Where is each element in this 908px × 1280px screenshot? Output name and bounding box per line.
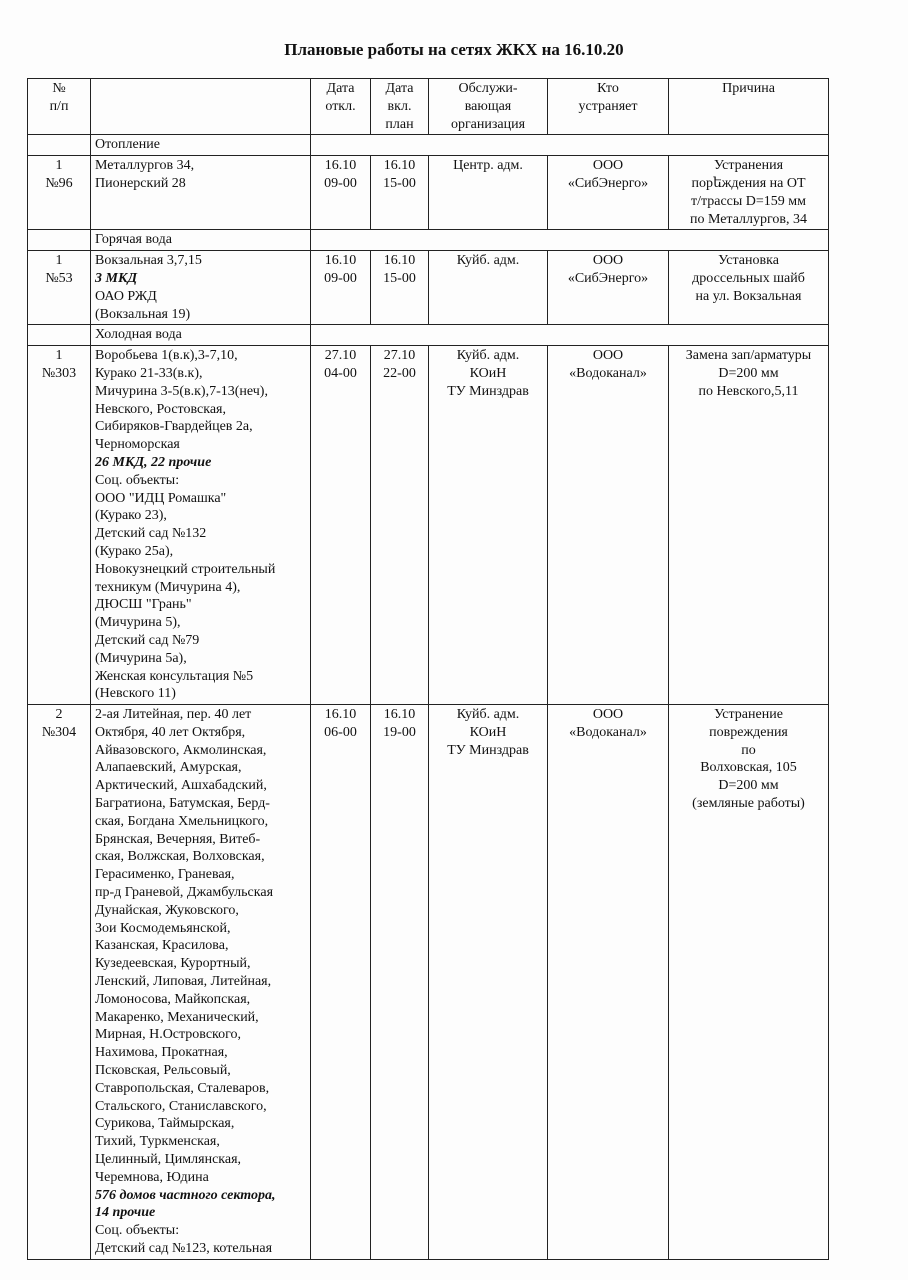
address-line: (Мичурина 5), [95,615,181,631]
address-line: (Вокзальная 19) [95,306,191,322]
cell-line: 16.10 [324,158,357,174]
section-title: Горячая вода [91,230,311,251]
address-line: ская, Богдана Хмельницкого, [95,813,269,829]
address-line: 26 МКД, 22 прочие [95,454,212,470]
cell-line: 2 [55,707,63,723]
cell-num [28,251,91,325]
address-line: Тихий, Туркменская, [95,1134,220,1150]
cell-num [28,156,91,230]
cell-line: по Металлургов, 34 [689,211,808,227]
cell-line: по Невского,5,11 [698,383,799,399]
cell-line: №53 [45,270,73,286]
cell-line: 06-00 [324,724,357,740]
address-line: Вокзальная 3,7,15 [95,253,202,269]
section-empty-cell [28,135,91,156]
cell-line: Куйб. адм. [456,253,520,269]
address-line: Багратиона, Батумская, Берд- [95,796,270,812]
section-row [28,230,829,251]
cell-line: Центр. адм. [453,158,523,174]
cell-address [91,346,311,705]
table-row [28,251,829,325]
address-line: Курако 21-33(в.к), [95,365,203,381]
address-line: Ленский, Липовая, Литейная, [95,974,272,990]
cell-line: Куйб. адм. [456,707,520,723]
cell-line: ООО [592,348,624,364]
address-line: 3 МКД [95,270,138,286]
cell-line: 15-00 [383,270,416,286]
header-address [91,79,311,135]
cell-line: ТУ Минздрав [447,383,529,399]
cell-date-off [311,346,371,705]
address-line: Детский сад №123, котельная [95,1241,273,1256]
address-line: Алапаевский, Амурская, [95,760,242,776]
section-rest-cell [311,230,829,251]
cell-line: повреждения [709,724,788,740]
address-line: 14 прочие [95,1205,156,1221]
address-line: Ставропольская, Сталеваров, [95,1080,270,1096]
address-line: ДЮСШ "Грань" [95,597,192,613]
cell-fixer [548,705,669,1260]
section-title: Холодная вода [91,325,311,346]
cell-fixer [548,156,669,230]
cell-line: 19-00 [383,724,416,740]
address-line: Брянская, Вечерняя, Витеб- [95,831,261,847]
cell-line: Волховская, 105 [700,760,797,776]
address-line: пр-д Граневой, Джамбульская [95,885,274,901]
cell-line: 16.10 [383,158,416,174]
header-org: Обслужи- вающая организация [429,79,548,135]
cell-line: 16.10 [324,253,357,269]
address-line: Детский сад №132 [95,526,207,542]
section-rest-cell [311,325,829,346]
address-line: Айвазовского, Акмолинская, [95,742,267,758]
cell-date-off [311,251,371,325]
cell-line: по [741,742,756,758]
cell-line: дроссельных шайб [692,270,805,286]
section-row [28,325,829,346]
cell-reason [669,346,829,705]
address-line: Мирная, Н.Островского, [95,1027,242,1043]
address-line: Невского, Ростовская, [95,401,226,417]
cell-num [28,346,91,705]
cell-line: 16.10 [324,707,357,723]
cell-line: ТУ Минздрав [447,742,529,758]
address-line: (Мичурина 5а), [95,650,187,666]
header-num: № п/п [28,79,91,135]
cell-line: 04-00 [324,365,357,381]
section-empty-cell [28,230,91,251]
table-row [28,346,829,705]
address-line: (Курако 23), [95,508,167,524]
cell-line: D=200 мм [718,365,779,381]
cell-line: (земляные работы) [692,796,805,812]
address-line: Дунайская, Жуковского, [95,902,239,918]
cell-line: Устранения [713,158,784,174]
cell-date-on [371,156,429,230]
address-line: Целинный, Цимлянская, [95,1152,242,1168]
cell-line: 15-00 [383,175,416,191]
cell-line: Куйб. адм. [456,348,520,364]
address-line: Ломоносова, Майкопская, [95,991,251,1007]
cell-date-off [311,156,371,230]
address-line: Соц. объекты: [95,1223,180,1239]
cell-fixer [548,346,669,705]
cell-line: т/трассы D=159 мм [690,193,807,209]
cell-line: 27.10 [383,348,416,364]
table-header-row [28,79,829,135]
cell-fixer [548,251,669,325]
address-line: 576 домов частного сектора, [95,1187,276,1203]
cell-line: КОиН [469,365,507,381]
cell-line: «Водоканал» [569,724,647,740]
cell-line: Устранение [714,707,783,723]
address-line: Черемнова, Юдина [95,1169,209,1185]
address-line: ская, Волжская, Волховская, [95,849,265,865]
cell-line: «СибЭнерго» [567,175,649,191]
cell-line: №96 [45,175,73,191]
address-line: Воробьева 1(в.к),3-7,10, [95,348,238,364]
address-line: Октября, 40 лет Октября, [95,724,246,740]
cell-line: «СибЭнерго» [567,270,649,286]
cell-address [91,251,311,325]
page-title: Плановые работы на сетях ЖКХ на 16.10.20 [284,40,624,59]
address-line: Зои Космодемьянской, [95,920,231,936]
address-line: Новокузнецкий строительный [95,561,276,577]
cell-line: 27.10 [324,348,357,364]
cell-line: 1 [55,348,63,364]
cell-line: Замена зап/арматуры [685,348,812,364]
table-row [28,705,829,1260]
address-line: Герасименко, Граневая, [95,867,235,883]
address-line: Сурикова, Таймырская, [95,1116,235,1132]
works-table [27,78,829,1260]
cell-line: КОиН [469,724,507,740]
cell-org [429,346,548,705]
cell-org [429,705,548,1260]
cell-num [28,705,91,1260]
cell-line: 1 [55,253,63,269]
address-line: Пионерский 28 [95,175,186,191]
address-line: Черноморская [95,437,180,453]
section-title: Отопление [91,135,311,156]
cell-date-on [371,346,429,705]
header-date-off: Дата откл. [311,79,371,135]
header-reason: Причина [669,79,829,135]
address-line: 2-ая Литейная, пер. 40 лет [95,707,252,723]
address-line: Мичурина 3-5(в.к),7-13(неч), [95,383,268,399]
cell-reason [669,156,829,230]
section-rest-cell [311,135,829,156]
address-line: Макаренко, Механический, [95,1009,259,1025]
table-row [28,156,829,230]
address-line: Сибиряков-Гвардейцев 2а, [95,419,253,435]
header-fixer: Кто устраняет [548,79,669,135]
cell-line: 1 [55,158,63,174]
table-body [28,135,829,1259]
cell-line: 16.10 [383,253,416,269]
cell-line: ООО [592,707,624,723]
header-date-on: Дата вкл. план [371,79,429,135]
cell-line: 09-00 [324,270,357,286]
cell-date-on [371,251,429,325]
address-line: техникум (Мичурина 4), [95,579,241,595]
address-line: Кузедеевская, Курортный, [95,956,251,972]
cell-line: №303 [41,365,77,381]
cell-date-off [311,705,371,1260]
cell-line: ООО [592,158,624,174]
address-line: Арктический, Ашхабадский, [95,778,267,794]
section-row [28,135,829,156]
address-line: Псковская, Рельсовый, [95,1063,231,1079]
cell-line: порեждения на ОТ [691,175,806,191]
address-line: Детский сад №79 [95,632,200,648]
cell-line: 22-00 [383,365,416,381]
address-line: Женская консультация №5 [95,668,254,684]
cell-address [91,156,311,230]
cell-reason [669,705,829,1260]
cell-org [429,156,548,230]
cell-line: 16.10 [383,707,416,723]
cell-date-on [371,705,429,1260]
address-line: Казанская, Красилова, [95,938,229,954]
cell-line: D=200 мм [718,778,779,794]
address-line: Соц. объекты: [95,472,180,488]
address-line: Нахимова, Прокатная, [95,1045,228,1061]
cell-line: ООО [592,253,624,269]
address-line: ОАО РЖД [95,288,157,304]
cell-line: №304 [41,724,77,740]
cell-reason [669,251,829,325]
address-line: (Невского 11) [95,686,176,702]
section-empty-cell [28,325,91,346]
address-line: Стальского, Станиславского, [95,1098,267,1114]
address-line: ООО "ИДЦ Ромашка" [95,490,227,506]
cell-line: Установка [718,253,779,269]
address-line: Металлургов 34, [95,158,195,174]
cell-line: на ул. Вокзальная [695,288,802,304]
address-line: (Курако 25а), [95,543,174,559]
cell-org [429,251,548,325]
cell-address [91,705,311,1260]
cell-line: «Водоканал» [569,365,647,381]
cell-line: 09-00 [324,175,357,191]
